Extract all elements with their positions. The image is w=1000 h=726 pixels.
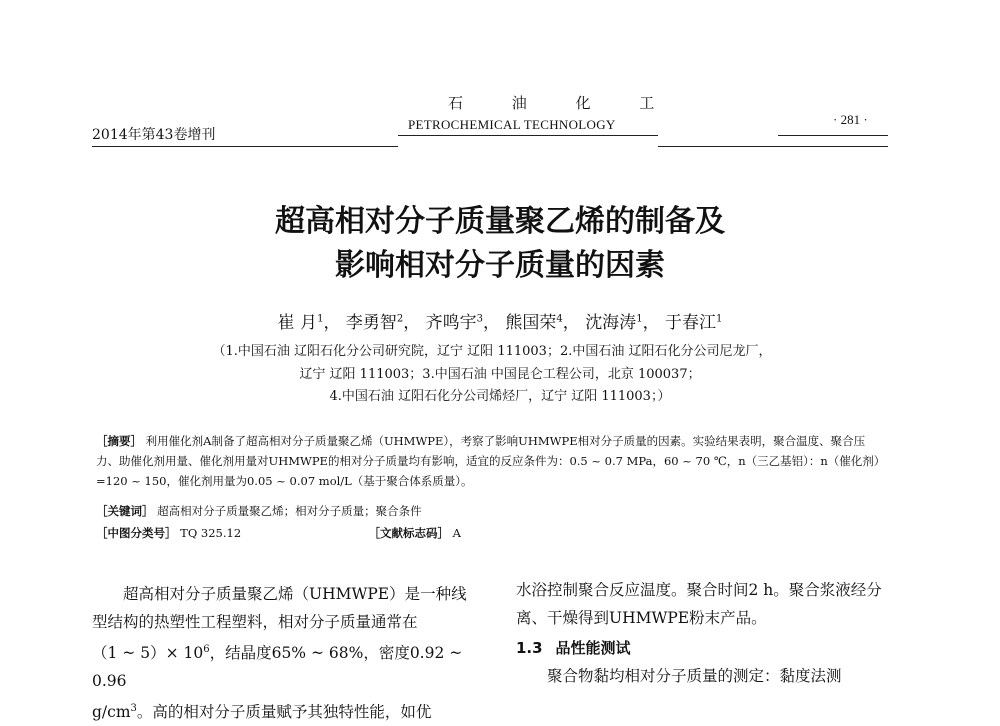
affiliation-line-3: 4.中国石油 辽阳石化分公司烯烃厂，辽宁 辽阳 111003；）: [329, 389, 671, 404]
issue-info: 2014年第43卷增刊: [92, 127, 216, 143]
header-rule-right-lower: [658, 146, 888, 147]
section-number: 1.3: [516, 639, 543, 657]
section-heading: [516, 634, 900, 662]
author: 熊国荣$^4$: [505, 313, 563, 333]
intro-paragraph: 超高相对分子质量聚乙烯（UHMWPE）是一种线型结构的热塑性工程塑料，相对分子质量通常在: [92, 585, 467, 631]
procedure-paragraph: 水浴控制聚合反应温度。聚合时间2 h。聚合浆液经分离、干燥得到UHMWPE粉末产品。: [516, 581, 882, 627]
article-title-line-1: 超高相对分子质量聚乙烯的制备及: [275, 204, 725, 239]
clc-value: TQ 325.12: [180, 526, 242, 540]
author: 沈海涛$^1$: [585, 313, 643, 333]
author: 李勇智$^2$: [345, 313, 404, 333]
doc-code-value: A: [452, 526, 461, 540]
affiliation-line-2: 辽宁 辽阳 111003；3.中国石油 中国昆仑工程公司，北京 100037；: [299, 367, 701, 382]
page-number: · 281 ·: [833, 112, 868, 127]
section-title: 品性能测试: [555, 639, 631, 657]
classification-row: [96, 523, 886, 543]
body-left-column: [92, 580, 474, 726]
keywords-label: ［关键词］: [96, 504, 154, 518]
clc-label: ［中图分类号］: [96, 526, 177, 540]
header-rule-left: [92, 146, 398, 147]
affiliation-line-1: （1.中国石油 辽阳石化分公司研究院，辽宁 辽阳 111003；2.中国石油 辽阳石化分公司尼龙厂，: [212, 344, 772, 359]
body-right-column: [516, 576, 900, 690]
author-list: 崔 月$^1$， 李勇智$^2$， 齐鸣宇$^3$， 熊国荣$^4$， 沈海涛$^1$， 于春江$^1$: [277, 313, 723, 333]
article-title-line-2: 影响相对分子质量的因素: [335, 248, 665, 283]
journal-chinese-name: 石 油 化 工: [448, 94, 677, 112]
author: 崔 月$^1$: [277, 313, 324, 333]
viscosity-paragraph: 聚合物黏均相对分子质量的测定：黏度法测: [547, 667, 842, 685]
doc-code-label: ［文献标志码］: [368, 526, 449, 540]
abstract: [96, 431, 886, 491]
keywords: [96, 501, 886, 521]
journal-english-name: PETROCHEMICAL TECHNOLOGY: [408, 117, 616, 132]
abstract-label: ［摘要］: [96, 434, 142, 448]
abstract-text: 利用催化剂A制备了超高相对分子质量聚乙烯（UHMWPE），考察了影响UHMWPE相对分子质量的因素。实验结果表明，聚合温度、聚合压力、助催化剂用量、催化剂用量对UHMWPE的相对分子质量均有影响，适宜的反应条件为：0.5 ~ 0.7 MPa，60 ~ 70 ℃，n（三乙基铝）：n（催化剂）=120 ~ 150，催化剂用量为0.05 ~ 0.07 mol/L（基于聚合体系质量）。: [96, 434, 886, 488]
intro-formula-line: （1 ~ $5)\times 10^6$，结晶度65% ~ 68%，密度0.92 ~ 0.96: [92, 644, 463, 691]
header-rule-center: [398, 135, 658, 136]
keywords-text: 超高相对分子质量聚乙烯；相对分子质量；聚合条件: [157, 504, 422, 518]
author: 于春江$^1$: [664, 313, 723, 333]
intro-density-line: $g/cm^3$。高的相对分子质量赋予其独特性能，如优: [92, 703, 432, 722]
header-rule-right: [778, 135, 888, 136]
author: 齐鸣宇$^3$: [425, 313, 483, 333]
